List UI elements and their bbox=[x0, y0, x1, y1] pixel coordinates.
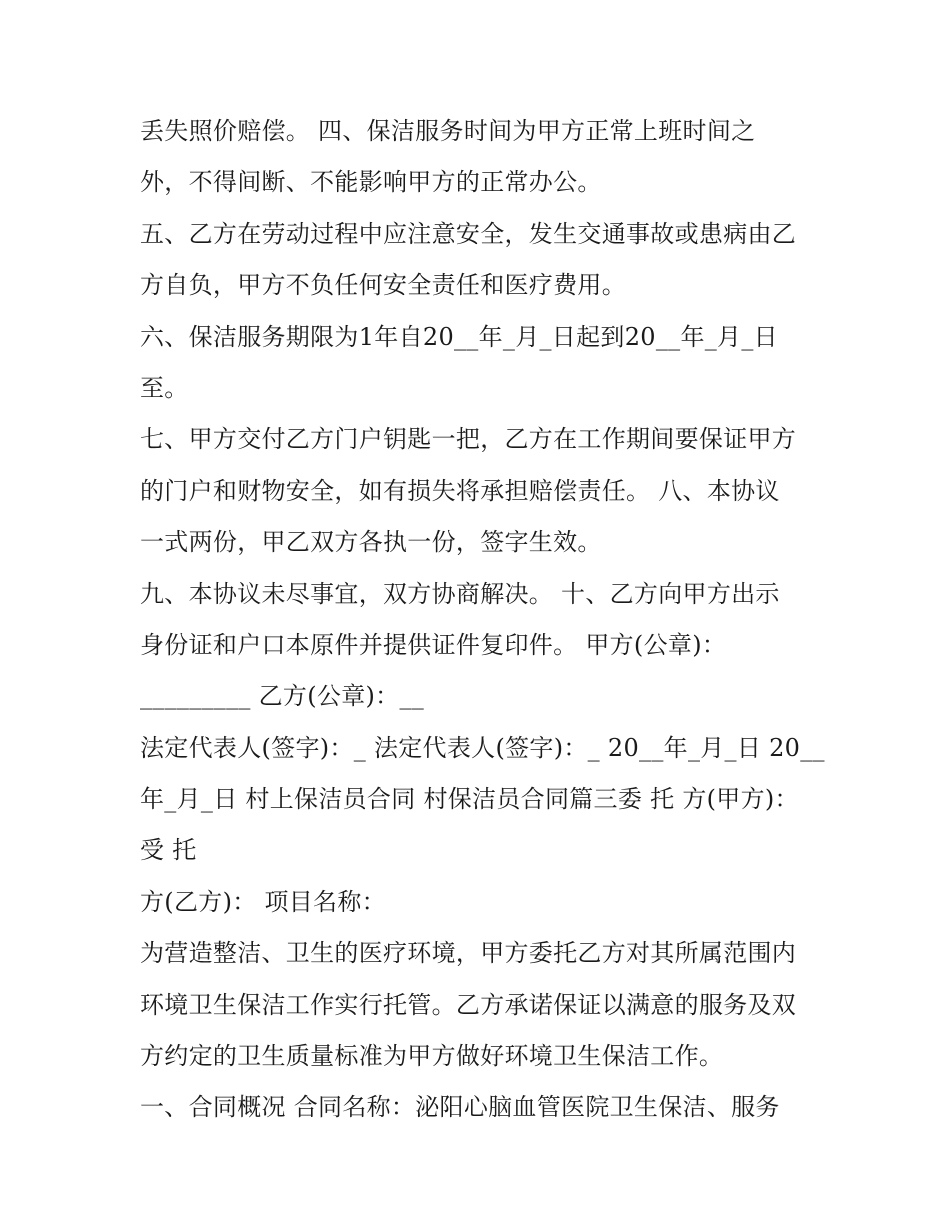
text-line: 为营造整洁、卫生的医疗环境，甲方委托乙方对其所属范围内 bbox=[140, 939, 797, 968]
text-line: 年_月_日 村上保洁员合同 村保洁员合同篇三委 托 方(甲方)： bbox=[140, 785, 799, 814]
text-line: 法定代表人(签字)：_ 法定代表人(签字)：_ 20__年_月_日 20__ bbox=[140, 733, 825, 762]
text-line: 六、保洁服务期限为1年自20__年_月_日起到20__年_月_日 bbox=[140, 322, 778, 351]
text-line: 受 托 bbox=[140, 836, 197, 865]
text-line: 一式两份，甲乙双方各执一份，签字生效。 bbox=[140, 528, 602, 557]
text-line: 方(乙方)： 项目名称： bbox=[140, 887, 386, 916]
text-line: 一、合同概况 合同名称：泌阳心脑血管医院卫生保洁、服务 bbox=[140, 1093, 780, 1122]
text-line: 九、本协议未尽事宜，双方协商解决。 十、乙方向甲方出示 bbox=[140, 579, 780, 608]
text-line: 至。 bbox=[140, 373, 189, 402]
text-line: 方约定的卫生质量标准为甲方做好环境卫生保洁工作。 bbox=[140, 1042, 724, 1071]
text-line: 方自负，甲方不负任何安全责任和医疗费用。 bbox=[140, 271, 626, 300]
text-line: 外，不得间断、不能影响甲方的正常办公。 bbox=[140, 168, 602, 197]
text-line: 丢失照价赔偿。 四、保洁服务时间为甲方正常上班时间之 bbox=[140, 117, 756, 145]
document-body bbox=[140, 106, 830, 1134]
text-line: _________ 乙方(公章)：__ bbox=[140, 682, 425, 711]
text-line: 七、甲方交付乙方门户钥匙一把，乙方在工作期间要保证甲方 bbox=[140, 425, 797, 454]
text-line: 环境卫生保洁工作实行托管。乙方承诺保证以满意的服务及双 bbox=[140, 990, 797, 1019]
text-line: 身份证和户口本原件并提供证件复印件。 甲方(公章)： bbox=[140, 630, 727, 659]
text-line: 的门户和财物安全，如有损失将承担赔偿责任。 八、本协议 bbox=[140, 476, 780, 505]
text-line: 五、乙方在劳动过程中应注意安全，发生交通事故或患病由乙 bbox=[140, 219, 797, 248]
